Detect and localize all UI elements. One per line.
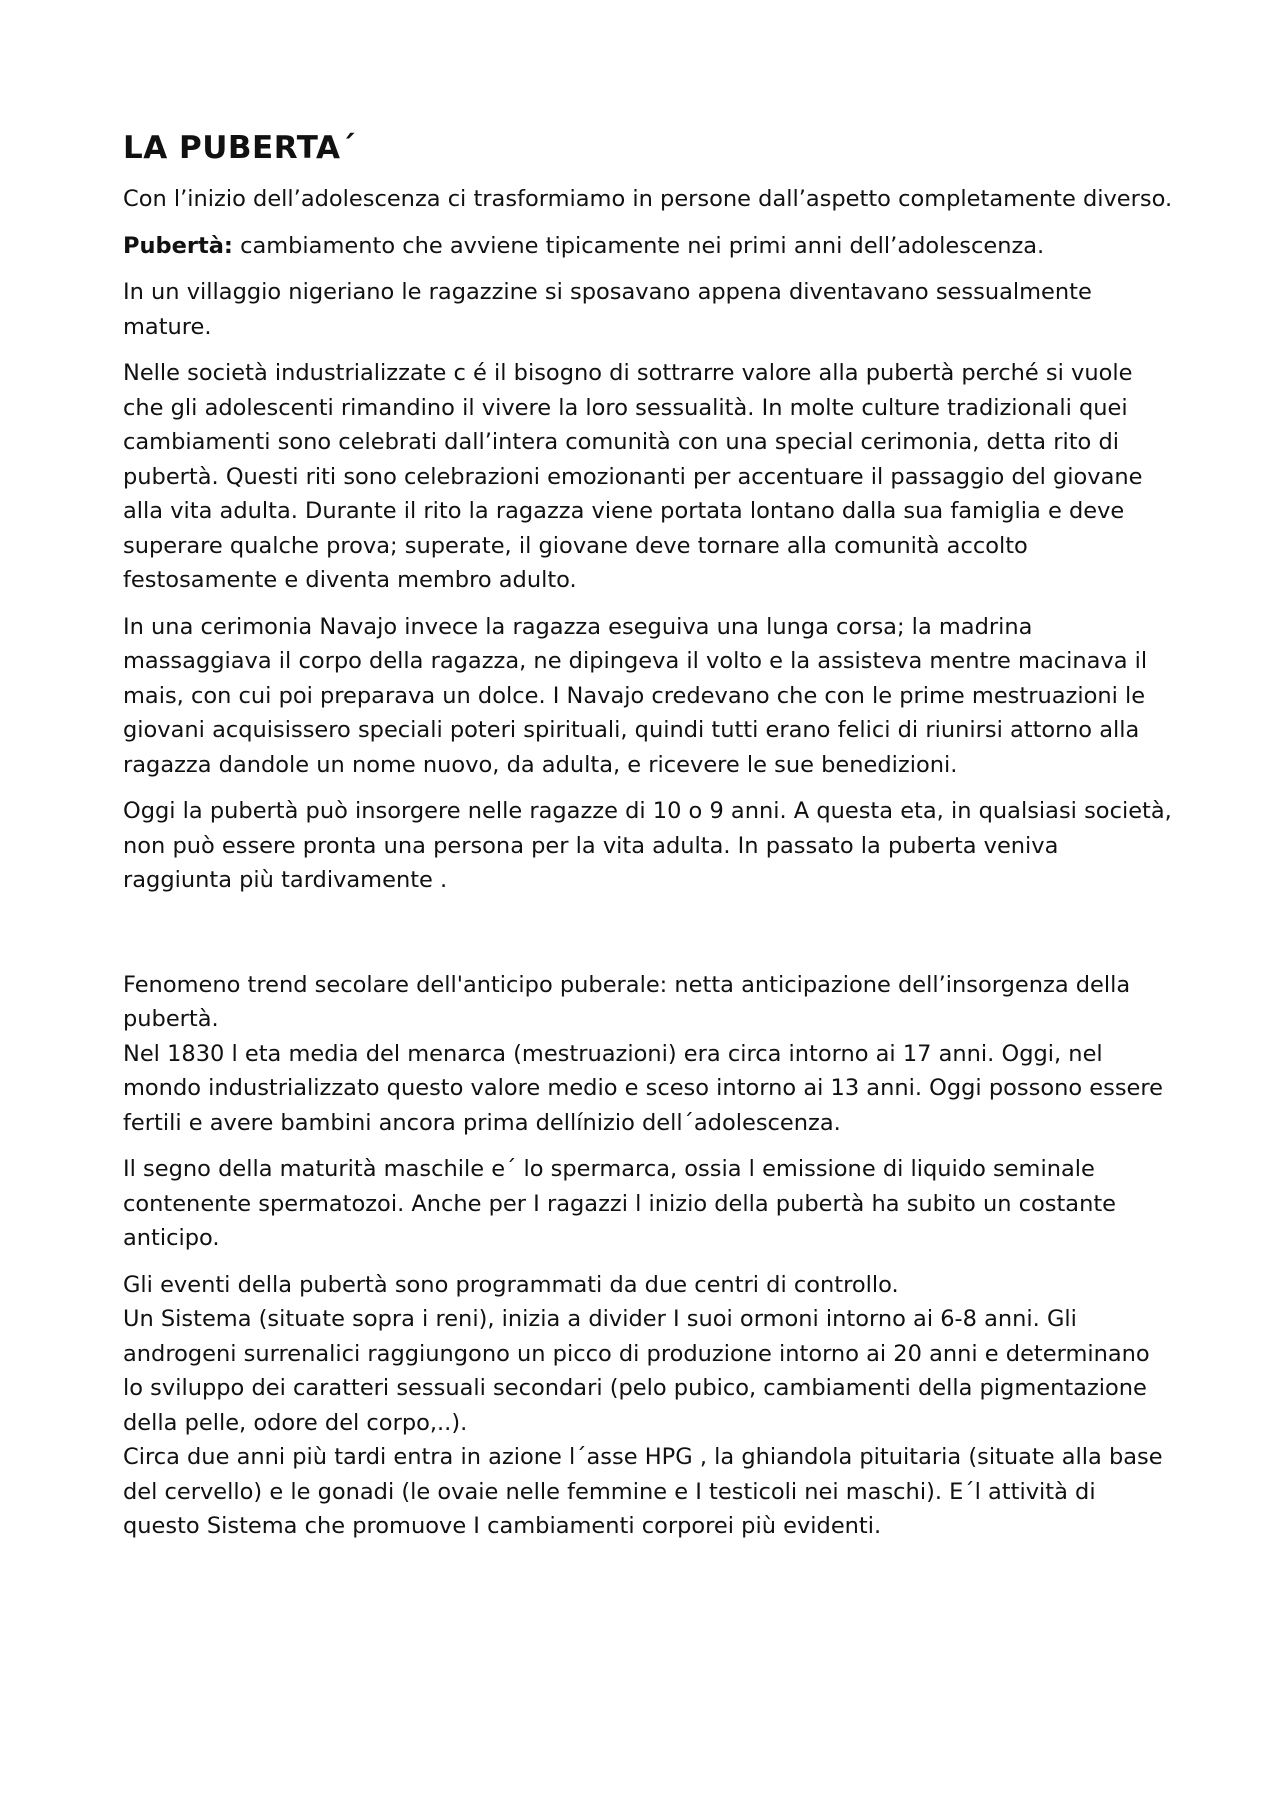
paragraph-hpg-axis: Circa due anni più tardi entra in azione l´asse HPG , la ghiandola pituitaria (situate alla base del cervello) e le gonadi (le ovaie nelle femmine e I testicoli nei maschi). E´l attività di questo Sistema che promuove I cambiamenti corporei più evidenti. <box>123 1444 1163 1539</box>
paragraph-navajo: In una cerimonia Navajo invece la ragazza eseguiva una lunga corsa; la madrina massaggiava il corpo della ragazza, ne dipingeva il volto e la assisteva mentre macinava il mais, con cui poi preparava un dolce. I Navajo credevano che con le prime mestruazioni le giovani acquisissero speciali poteri spirituali, quindi tutti erano felici di riunirsi attorno alla ragazza dandole un nome nuovo, da adulta, e ricevere le sue benedizioni. <box>123 613 1148 778</box>
section-spacer <box>123 910 1173 968</box>
document-title: LA PUBERTA´ <box>123 130 357 166</box>
paragraph-secular-trend: Fenomeno trend secolare dell'anticipo puberale: netta anticipazione dell’insorgenza della pubertà. <box>123 971 1131 1032</box>
paragraph-intro: Con l’inizio dell’adolescenza ci trasformiamo in persone dall’aspetto completamente diverso. <box>123 186 1173 212</box>
definition-term: Pubertà: <box>123 232 233 259</box>
document-page <box>123 128 1173 1556</box>
paragraph-industrial-societies: Nelle società industrializzate c é il bisogno di sottrarre valore alla pubertà perché si vuole che gli adolescenti rimandino il vivere la loro sessualità. In molte culture tradizionali quei cambiamenti sono celebrati dall’intera comunità con una special cerimonia, detta rito di pubertà. Questi riti sono celebrazioni emozionanti per accentuare il passaggio del giovane alla vita adulta. Durante il rito la ragazza viene portata lontano dalla sua famiglia e deve superare qualche prova; superate, il giovane deve tornare alla comunità accolto festosamente e diventa membro adulto. <box>123 360 1143 593</box>
paragraph-adrenal-system: Un Sistema (situate sopra i reni), inizia a divider I suoi ormoni intorno ai 6-8 anni. Gli androgeni surrenalici raggiungono un picco di produzione intorno ai 20 anni e determinano lo sviluppo dei caratteri sessuali secondari (pelo pubico, cambiamenti della pigmentazione della pelle, odore del corpo,..). <box>123 1306 1150 1436</box>
paragraph-today: Oggi la pubertà può insorgere nelle ragazze di 10 o 9 anni. A questa eta, in qualsiasi società, non può essere pronta una persona per la vita adulta. In passato la puberta veniva raggiunta più tardivamente . <box>123 798 1172 893</box>
paragraph-menarche: Nel 1830 l eta media del menarca (mestruazioni) era circa intorno ai 17 anni. Oggi, nel mondo industrializzato questo valore medio e sceso intorno ai 13 anni. Oggi possono essere fertili e avere bambini ancora prima dellínizio dell´adolescenza. <box>123 1040 1163 1136</box>
paragraph-nigeria: In un villaggio nigeriano le ragazzine si sposavano appena diventavano sessualmente mature. <box>123 279 1092 340</box>
paragraph-spermarche: Il segno della maturità maschile e´ lo spermarca, ossia l emissione di liquido seminale contenente spermatozoi. Anche per I ragazzi l inizio della pubertà ha subito un costante anticipo. <box>123 1156 1117 1251</box>
paragraph-definition <box>123 229 1173 264</box>
definition-text: cambiamento che avviene tipicamente nei primi anni dell’adolescenza. <box>232 232 1045 259</box>
paragraph-control-centers: Gli eventi della pubertà sono programmati da due centri di controllo. <box>123 1271 899 1298</box>
